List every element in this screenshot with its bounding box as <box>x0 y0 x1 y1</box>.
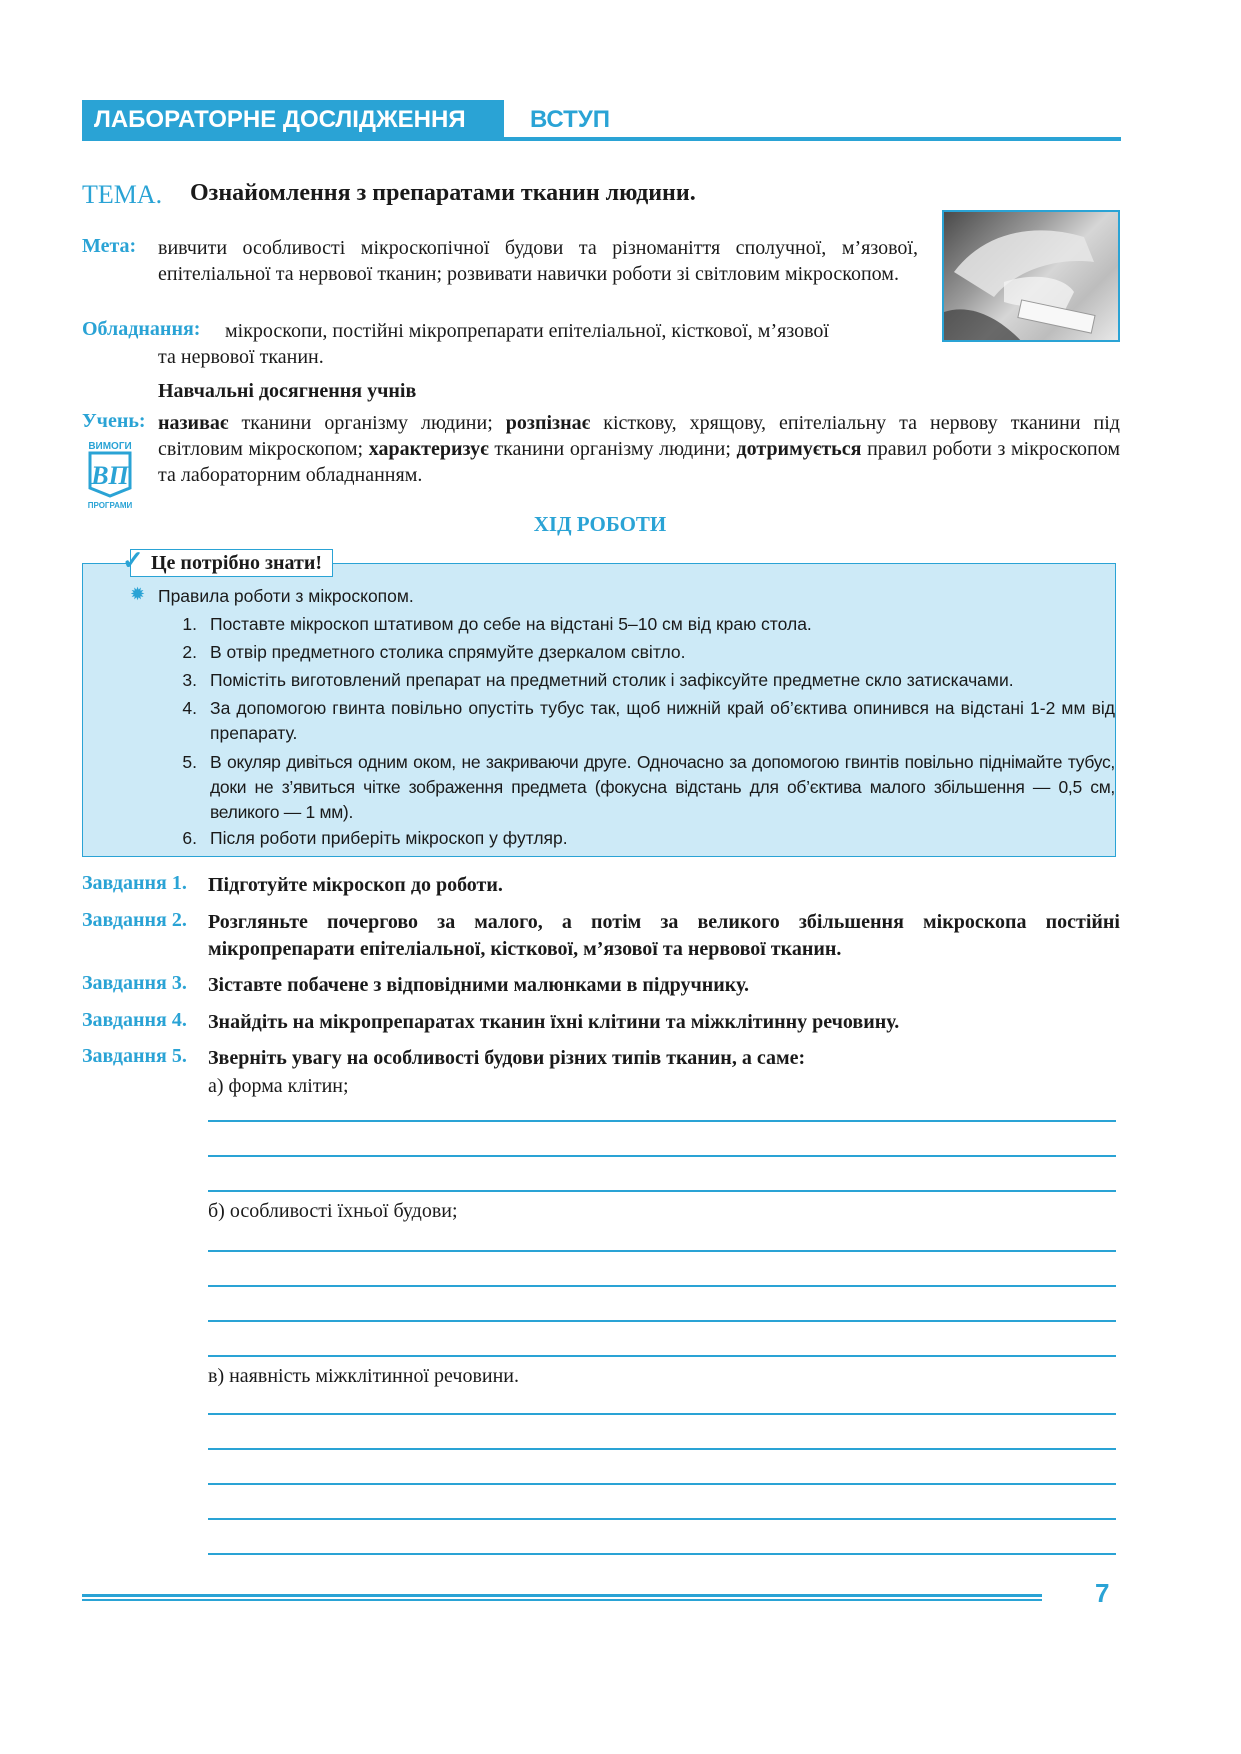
option-cell-shape: а) форма клітин; <box>208 1075 349 1097</box>
section-tag: ЛАБОРАТОРНЕ ДОСЛІДЖЕННЯ <box>82 100 504 140</box>
answer-line[interactable] <box>208 1320 1116 1322</box>
rules-title: Правила роботи з мікроскопом. <box>158 586 414 606</box>
pupil-label: Учень: <box>82 410 146 432</box>
answer-line[interactable] <box>208 1518 1116 1520</box>
option-structure: б) особливості їхньої будови; <box>208 1200 458 1222</box>
answer-line[interactable] <box>208 1285 1116 1287</box>
page-number: 7 <box>1095 1578 1110 1608</box>
rule-text: В отвір предметного столика спрямуйте дзеркалом світло. <box>210 642 686 662</box>
rule-number: 5. <box>182 752 197 772</box>
task-text: Зверніть увагу на особливості будови різних типів тканин, а саме: <box>208 1047 806 1069</box>
task-text: Підготуйте мікроскоп до роботи. <box>208 874 503 896</box>
svg-text:ПРОГРАМИ: ПРОГРАМИ <box>87 501 133 510</box>
answer-line[interactable] <box>208 1190 1116 1192</box>
footer-rule-thin <box>82 1599 1042 1601</box>
equipment-text: мікроскопи, постійні мікропрепарати епітеліальної, кісткової, м’язової <box>225 320 829 342</box>
task-label: Завдання 2. <box>82 909 187 931</box>
aim-text: вивчити особливості мікроскопічної будови та різноманіття сполучної, м’язової, епітеліальної та нервової тканин; розвивати навички роботи зі світловим мікроскопом. <box>158 237 918 285</box>
answer-line[interactable] <box>208 1553 1116 1555</box>
answer-line[interactable] <box>208 1413 1116 1415</box>
outcome-verb: дотримується <box>736 438 862 460</box>
outcome-text: правил роботи з мікроскопом та лабораторним обладнанням. <box>158 438 1120 486</box>
answer-line[interactable] <box>208 1448 1116 1450</box>
rule-text: Після роботи приберіть мікроскоп у футляр. <box>210 828 568 848</box>
answer-line[interactable] <box>208 1355 1116 1357</box>
rule-number: 2. <box>182 642 197 662</box>
outcome-verb: характеризує <box>368 438 489 460</box>
rule-number: 1. <box>182 614 197 634</box>
rule-number: 6. <box>182 828 197 848</box>
achievements-title: Навчальні досягнення учнів <box>158 380 417 402</box>
option-intercellular: в) наявність міжклітинної речовини. <box>208 1365 520 1387</box>
answer-line[interactable] <box>208 1120 1116 1122</box>
equipment-label: Обладнання: <box>82 318 201 340</box>
answer-line[interactable] <box>208 1250 1116 1252</box>
svg-text:ВП: ВП <box>91 461 129 490</box>
rule-text: Поставте мікроскоп штативом до себе на відстані 5–10 см від краю стола. <box>210 614 812 634</box>
aim-label: Мета: <box>82 235 137 257</box>
task-label: Завдання 5. <box>82 1045 187 1067</box>
rule-text: В окуляр дивіться одним оком, не закриваючи друге. Одночасно за допомогою гвинтів повільно піднімайте тубус, доки не з’явиться чітке зображення предмета (фокусна відстань для об’єктива малого збільшення — 0,5 см, великого — 1 мм). <box>210 752 1115 822</box>
header-rule <box>82 137 1121 141</box>
topic-title: Ознайомлення з препаратами тканин людини. <box>190 180 696 206</box>
equipment-text-continued: та нервової тканин. <box>158 346 324 368</box>
task-text: Розгляньте почергово за малого, а потім за великого збільшення мікроскопа постійні мікропрепарати епітеліальної, кісткової, м’язової та нервової тканин. <box>208 911 1120 960</box>
task-label: Завдання 4. <box>82 1009 187 1031</box>
answer-line[interactable] <box>208 1155 1116 1157</box>
outcome-verb: називає <box>158 412 229 434</box>
hands-with-slide-image <box>944 212 1120 342</box>
work-progress-title: ХІД РОБОТИ <box>533 512 667 536</box>
svg-text:ВИМОГИ: ВИМОГИ <box>88 441 132 452</box>
outcome-text: кісткову, хрящову, епітеліальну та нервову тканини під світловим мікроскопом; <box>158 412 1120 460</box>
section-name: ВСТУП <box>530 106 610 133</box>
task-label: Завдання 3. <box>82 972 187 994</box>
rule-number: 4. <box>182 698 197 718</box>
topic-label: ТЕМА. <box>82 180 163 209</box>
outcome-text: тканини організму людини; <box>228 412 506 434</box>
microscope-slide-photo <box>942 210 1120 342</box>
rule-text: Помістіть виготовлений препарат на предметний столик і зафіксуйте предметне скло затискачами. <box>210 670 1014 690</box>
rule-number: 3. <box>182 670 197 690</box>
task-text: Зіставте побачене з відповідними малюнками в підручнику. <box>208 974 750 996</box>
outcome-verb: розпізнає <box>505 412 591 434</box>
rule-text: За допомогою гвинта повільно опустіть тубус так, щоб нижній край об’єктива опинився на відстані 1-2 мм від препарату. <box>210 698 1115 743</box>
know-box-title: Це потрібно знати! <box>130 549 333 577</box>
footer-rule <box>82 1594 1042 1597</box>
task-text: Знайдіть на мікропрепаратах тканин їхні клітини та міжклітинну речовину. <box>208 1011 900 1033</box>
outcome-text: тканини організму людини; <box>488 438 737 460</box>
task-label: Завдання 1. <box>82 872 187 894</box>
bullet-icon: ✹ <box>130 584 146 604</box>
pupil-outcomes <box>158 410 1120 488</box>
answer-line[interactable] <box>208 1483 1116 1485</box>
checkmark-icon: ✓ <box>122 546 144 575</box>
program-requirements-logo <box>80 438 140 510</box>
